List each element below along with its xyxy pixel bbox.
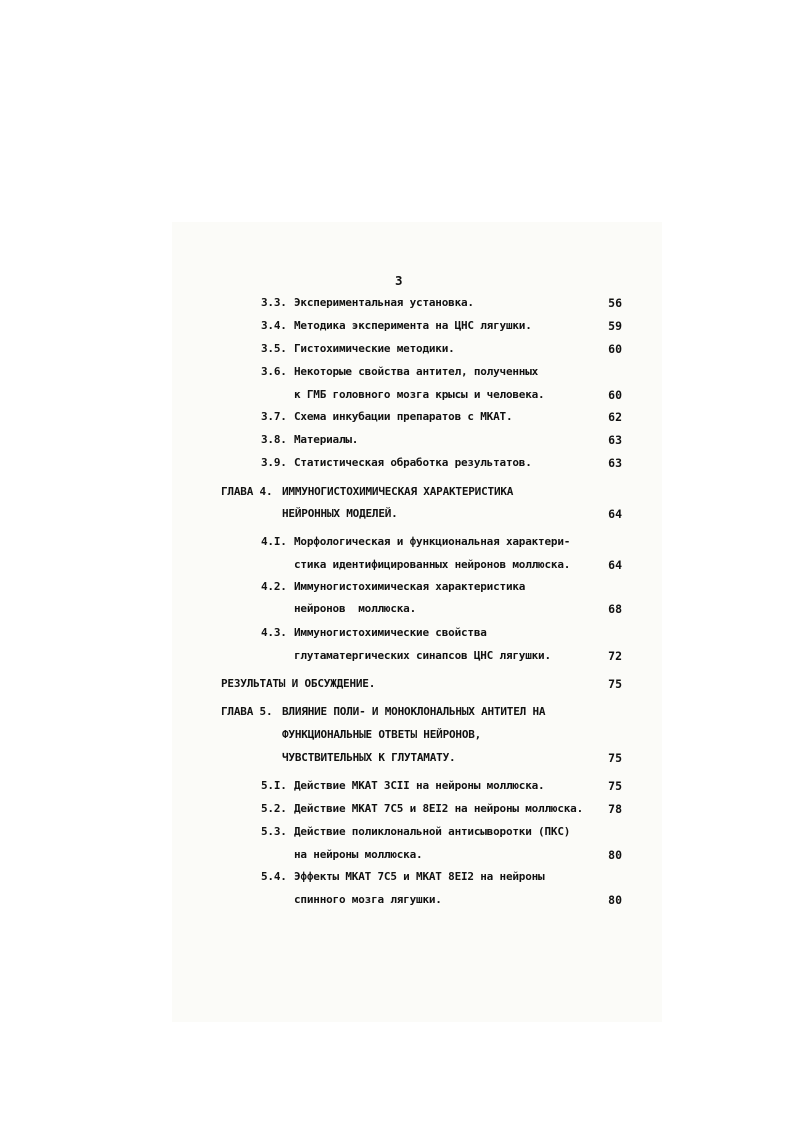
toc-entry-number: 3.8.	[261, 433, 287, 446]
toc-entry-number: 5.4.	[261, 870, 287, 883]
toc-entry-page: 75	[608, 677, 622, 691]
toc-entry-page: 64	[608, 558, 622, 572]
toc-entry-number: 4.3.	[261, 626, 287, 639]
toc-entry-page: 60	[608, 342, 622, 356]
toc-entry-title-line: Действие МКАТ 7С5 и 8ЕI2 на нейроны моллюска.	[294, 802, 584, 815]
toc-entry-page: 63	[608, 456, 622, 470]
toc-entry-page: 78	[608, 802, 622, 816]
toc-entry-page: 75	[608, 751, 622, 765]
toc-entry-title-line: Статистическая обработка результатов.	[294, 456, 532, 469]
toc-entry-title-line: Гистохимические методики.	[294, 342, 455, 355]
toc-entry-title-line: Методика эксперимента на ЦНС лягушки.	[294, 319, 532, 332]
toc-entry-title-line: Действие поликлональной антисыворотки (ПКС)	[294, 825, 571, 838]
toc-entry-title-line: Действие МКАТ 3СII на нейроны моллюска.	[294, 779, 545, 792]
toc-entry-title-line: к ГМБ головного мозга крысы и человека.	[294, 388, 545, 401]
toc-entry-number: ГЛАВА 5.	[221, 705, 273, 718]
toc-entry-number: 3.9.	[261, 456, 287, 469]
toc-entry-title-line: нейронов моллюска.	[294, 602, 417, 615]
toc-entry-number: 3.7.	[261, 410, 287, 423]
toc-entry-number: 4.I.	[261, 535, 287, 548]
toc-entry-page: 75	[608, 779, 622, 793]
toc-entry-title-line: спинного мозга лягушки.	[294, 893, 442, 906]
toc-entry-number: 4.2.	[261, 580, 287, 593]
toc-entry-page: 80	[608, 848, 622, 862]
toc-entry-title-line: на нейроны моллюска.	[294, 848, 423, 861]
toc-entry-number: 3.3.	[261, 296, 287, 309]
toc-entry-page: 64	[608, 507, 622, 521]
toc-entry-title-line: Некоторые свойства антител, полученных	[294, 365, 539, 378]
toc-entry-page: 72	[608, 649, 622, 663]
toc-entry-number: 5.3.	[261, 825, 287, 838]
toc-entry-page: 80	[608, 893, 622, 907]
toc-entry-page: 56	[608, 296, 622, 310]
toc-entry-number: 5.I.	[261, 779, 287, 792]
toc-entry-page: 68	[608, 602, 622, 616]
toc-entry-page: 59	[608, 319, 622, 333]
toc-entry-page: 60	[608, 388, 622, 402]
toc-entry-title-line: Иммуногистохимическая характеристика	[294, 580, 526, 593]
toc-entry-title-line: Экспериментальная установка.	[294, 296, 474, 309]
toc-entry-number: 3.5.	[261, 342, 287, 355]
toc-entry-title-line: ВЛИЯНИЕ ПОЛИ- И МОНОКЛОНАЛЬНЫХ АНТИТЕЛ НА	[282, 705, 546, 718]
toc-entry-title-line: Иммуногистохимические свойства	[294, 626, 487, 639]
toc-entry-page: 63	[608, 433, 622, 447]
toc-entry-title-line: Морфологическая и функциональная характери-	[294, 535, 571, 548]
toc-entry-title-line: Эффекты МКАТ 7С5 и МКАТ 8ЕI2 на нейроны	[294, 870, 545, 883]
page-number: 3	[395, 273, 403, 288]
toc-entry-number: 3.6.	[261, 365, 287, 378]
toc-entry-title-line: стика идентифицированных нейронов моллюска.	[294, 558, 571, 571]
toc-entry-number: ГЛАВА 4.	[221, 485, 273, 498]
toc-entry-number: 5.2.	[261, 802, 287, 815]
toc-entry-title-line: глутаматергических синапсов ЦНС лягушки.	[294, 649, 551, 662]
toc-entry-title-line: ФУНКЦИОНАЛЬНЫЕ ОТВЕТЫ НЕЙРОНОВ,	[282, 728, 482, 741]
toc-entry-number: 3.4.	[261, 319, 287, 332]
toc-entry-title-line: НЕЙРОННЫХ МОДЕЛЕЙ.	[282, 507, 398, 520]
toc-entry-title-line: ИММУНОГИСТОХИМИЧЕСКАЯ ХАРАКТЕРИСТИКА	[282, 485, 514, 498]
toc-entry-page: 62	[608, 410, 622, 424]
toc-entry-title-line: Материалы.	[294, 433, 359, 446]
toc-entry-title-line: Схема инкубации препаратов с МКАТ.	[294, 410, 513, 423]
toc-entry-title-line: ЧУВСТВИТЕЛЬНЫХ К ГЛУТАМАТУ.	[282, 751, 456, 764]
toc-entry-title-line: РЕЗУЛЬТАТЫ И ОБСУЖДЕНИЕ.	[221, 677, 376, 690]
